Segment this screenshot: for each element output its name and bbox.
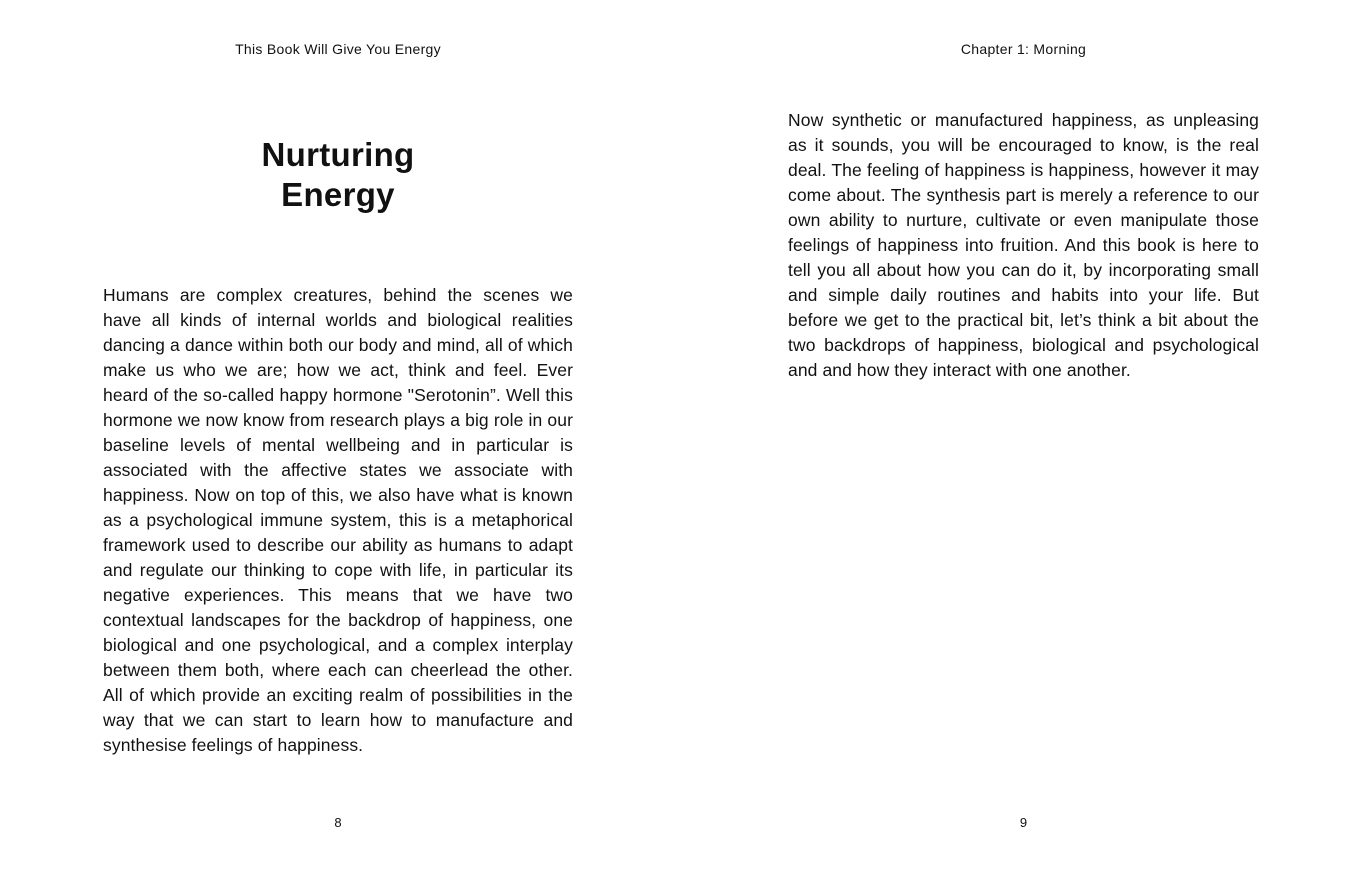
left-running-head: This Book Will Give You Energy xyxy=(235,41,441,57)
right-page xyxy=(788,0,1259,879)
right-page-number: 9 xyxy=(1019,815,1028,830)
chapter-title xyxy=(103,135,573,215)
left-page-number: 8 xyxy=(334,815,342,830)
left-page xyxy=(103,0,573,879)
chapter-title-line-1: Nurturing xyxy=(261,136,415,173)
right-body-paragraph: Now synthetic or manufactured happiness, as unpleasing as it sounds, you will be encouraged to know, is the real deal. The feeling of happiness is happiness, however it may come about. The synthesis part is merely a reference to our own ability to nurture, cultivate or even manipulate those feelings of happiness into fruition. And this book is here to tell you all about how you can do it, by incorporating small and simple daily routines and habits into your life. But before we get to the practical bit, let’s think a bit about the two backdrops of happiness, biological and psychological and and how they interact with one another. xyxy=(788,110,1259,380)
chapter-title-line-2: Energy xyxy=(281,176,395,213)
right-running-head: Chapter 1: Morning xyxy=(960,41,1087,57)
left-body-paragraph: Humans are complex creatures, behind the scenes we have all kinds of internal worlds and biological realities dancing a dance within both our body and mind, all of which make us who we are; how we act, think and feel. Ever heard of the so-called happy hormone "Serotonin”. Well this hormone we now know from research plays a big role in our baseline levels of mental wellbeing and in particular is associated with the affective states we associate with happiness. Now on top of this, we also have what is known as a psychological immune system, this is a metaphorical framework used to describe our ability as humans to adapt and regulate our thinking to cope with life, in particular its negative experiences. This means that we have two contextual landscapes for the backdrop of happiness, one biological and one psychological, and a complex interplay between them both, where each can cheerlead the other. All of which provide an exciting realm of possibilities in the way that we can start to learn how to manufacture and synthesise feelings of happiness. xyxy=(103,285,573,755)
